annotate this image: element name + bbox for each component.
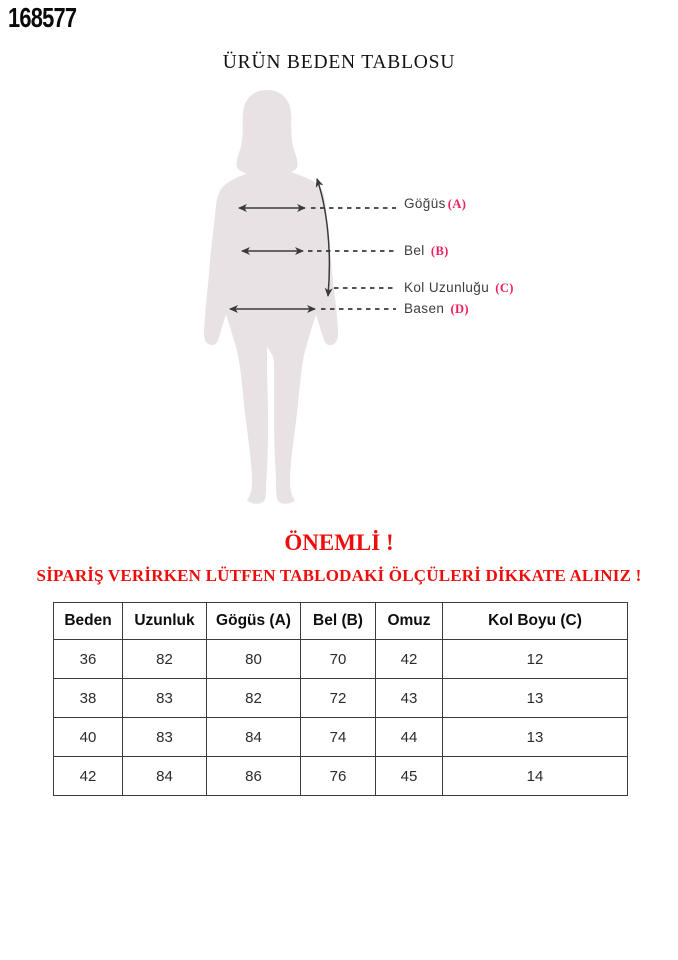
cell: 40 — [54, 718, 123, 757]
label-waist-code: (B) — [430, 244, 449, 258]
label-hip-code: (D) — [450, 302, 469, 316]
size-table — [53, 602, 628, 796]
body-measurement-diagram — [190, 85, 490, 515]
cell: 44 — [376, 718, 443, 757]
cell: 86 — [207, 757, 301, 796]
cell: 76 — [301, 757, 376, 796]
important-subheading: SİPARİŞ VERİRKEN LÜTFEN TABLODAKİ ÖLÇÜLERİ DİKKATE ALINIZ ! — [36, 566, 642, 585]
label-waist — [404, 243, 449, 259]
cell: 83 — [123, 679, 207, 718]
header-uzunluk: Uzunluk — [123, 603, 207, 640]
label-arm-length-name: Kol Uzunluğu — [404, 280, 490, 295]
cell: 72 — [301, 679, 376, 718]
cell: 43 — [376, 679, 443, 718]
cell: 83 — [123, 718, 207, 757]
cell: 84 — [207, 718, 301, 757]
product-code: 168577 — [8, 2, 77, 33]
header-omuz: Omuz — [376, 603, 443, 640]
cell: 45 — [376, 757, 443, 796]
header-bel: Bel (B) — [301, 603, 376, 640]
cell: 14 — [443, 757, 628, 796]
label-arm-length-code: (C) — [495, 281, 514, 295]
label-arm-length — [404, 280, 514, 296]
table-row — [54, 757, 628, 796]
cell: 80 — [207, 640, 301, 679]
cell: 82 — [123, 640, 207, 679]
important-heading: ÖNEMLİ ! — [284, 530, 394, 555]
cell: 82 — [207, 679, 301, 718]
silhouette-body — [204, 168, 338, 504]
label-chest-name: Göğüs — [404, 196, 446, 211]
cell: 13 — [443, 718, 628, 757]
cell: 38 — [54, 679, 123, 718]
cell: 13 — [443, 679, 628, 718]
silhouette-head — [237, 90, 298, 176]
page-title: ÜRÜN BEDEN TABLOSU — [222, 52, 456, 73]
label-hip — [404, 301, 469, 317]
table-row — [54, 640, 628, 679]
label-chest — [404, 196, 466, 212]
cell: 42 — [54, 757, 123, 796]
table-row — [54, 679, 628, 718]
cell: 42 — [376, 640, 443, 679]
cell: 12 — [443, 640, 628, 679]
cell: 70 — [301, 640, 376, 679]
cell: 74 — [301, 718, 376, 757]
table-row — [54, 718, 628, 757]
size-table-header-row — [54, 603, 628, 640]
cell: 84 — [123, 757, 207, 796]
cell: 36 — [54, 640, 123, 679]
header-kol-boyu: Kol Boyu (C) — [443, 603, 628, 640]
header-beden: Beden — [54, 603, 123, 640]
label-chest-code: (A) — [447, 197, 467, 211]
label-hip-name: Basen — [404, 301, 445, 316]
header-gogus: Gögüs (A) — [207, 603, 301, 640]
label-waist-name: Bel — [404, 243, 425, 258]
